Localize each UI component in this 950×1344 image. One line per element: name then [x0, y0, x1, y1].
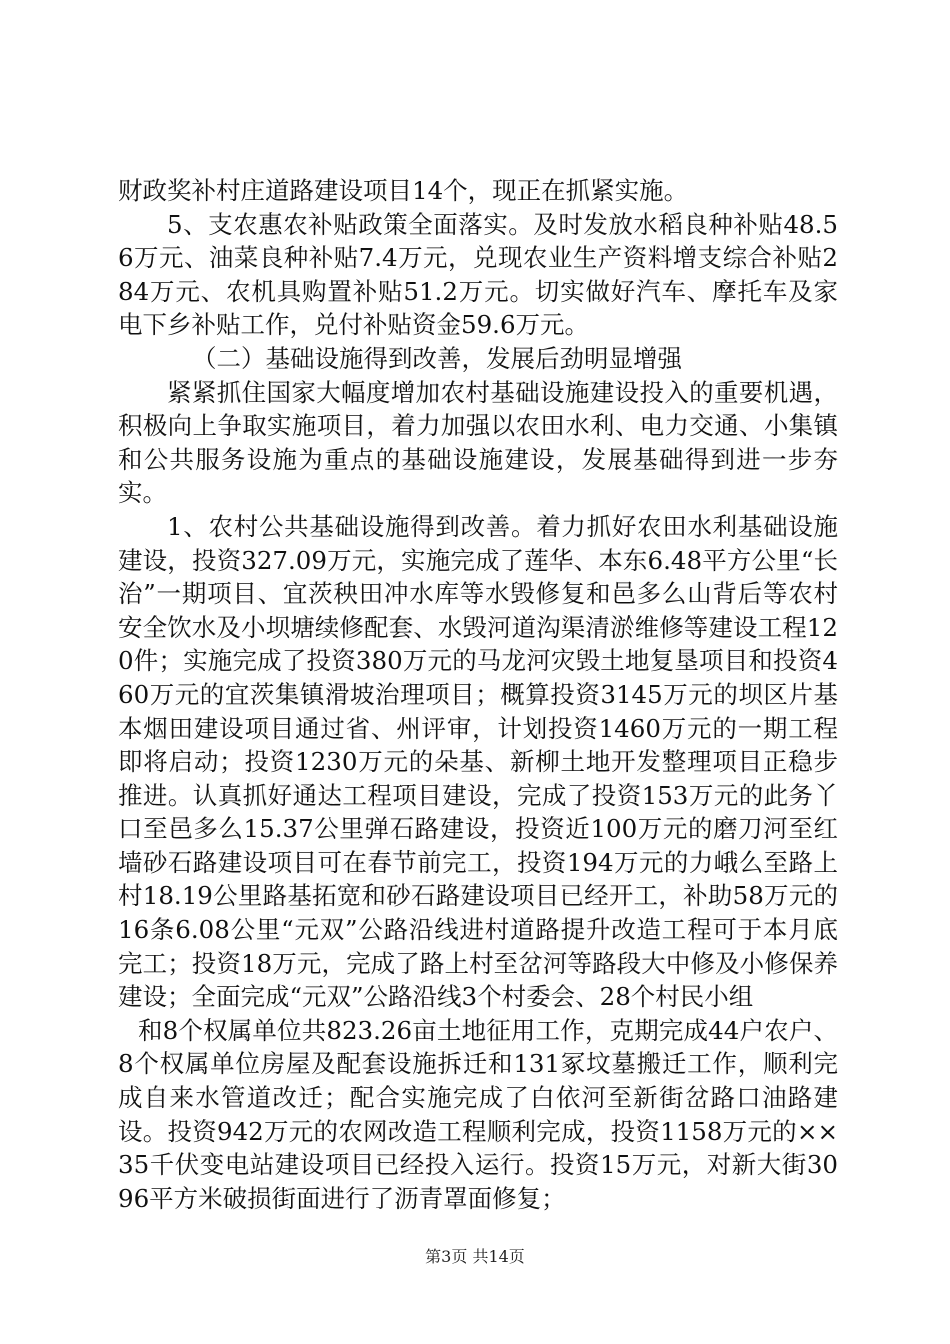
body-text: [118, 174, 838, 1215]
paragraph-infrastructure-intro: 紧紧抓住国家大幅度增加农村基础设施建设投入的重要机遇，积极向上争取实施项目，着力加强以农田水利、电力交通、小集镇和公共服务设施为重点的基础设施建设，发展基础得到进一步夯实。: [118, 377, 838, 508]
paragraph-continuation-subsidy-roads: 财政奖补村庄道路建设项目14个，现正在抓紧实施。: [118, 176, 689, 205]
paragraph-agri-subsidies: 5、支农惠农补贴政策全面落实。及时发放水稻良种补贴48.56万元、油菜良种补贴7.4万元，兑现农业生产资料增支综合补贴284万元、农机具购置补贴51.2万元。切实做好汽车、摩托车及家电下乡补贴工作，兑付补贴资金59.6万元。: [118, 209, 838, 340]
paragraph-rural-public-infrastructure: 1、农村公共基础设施得到改善。着力抓好农田水利基础设施建设，投资327.09万元，实施完成了莲华、本东6.48平方公里“长治”一期项目、宜茨秧田冲水库等水毁修复和邑多么山背后等农村安全饮水及小坝塘续修配套、水毁河道沟渠清淤维修等建设工程120件；实施完成了投资380万元的马龙河灾毁土地复垦项目和投资460万元的宜茨集镇滑坡治理项目；概算投资3145万元的坝区片基本烟田建设项目通过省、州评审，计划投资1460万元的一期工程即将启动；投资1230万元的朵基、新柳土地开发整理项目正稳步推进。认真抓好通达工程项目建设，完成了投资153万元的此务丫口至邑多么15.37公里弹石路建设，投资近100万元的磨刀河至红墙砂石路建设项目可在春节前完工，投资194万元的力峨么至路上村18.19公里路基拓宽和砂石路建设项目已经开工，补助58万元的16条6.08公里“元双”公路沿线进村道路提升改造工程可于本月底完工；投资18万元，完成了路上村至岔河等路段大中修及小修保养建设；全面完成“元双”公路沿线3个村委会、28个村民小组: [118, 511, 838, 1012]
page-footer: 第3页 共14页: [425, 1247, 525, 1266]
section-heading-infrastructure: （二）基础设施得到改善，发展后劲明显增强: [192, 343, 682, 373]
paragraph-land-requisition: 和8个权属单位共823.26亩土地征用工作，克期完成44户农户、8个权属单位房屋及配套设施拆迁和131冢坟墓搬迁工作，顺利完成自来水管道改迁；配合实施完成了白依河至新街岔路口油路建设。投资942万元的农网改造工程顺利完成，投资1158万元的××35千伏变电站建设项目已经投入运行。投资15万元，对新大街3096平方米破损街面进行了沥青罩面修复；: [118, 1015, 838, 1213]
